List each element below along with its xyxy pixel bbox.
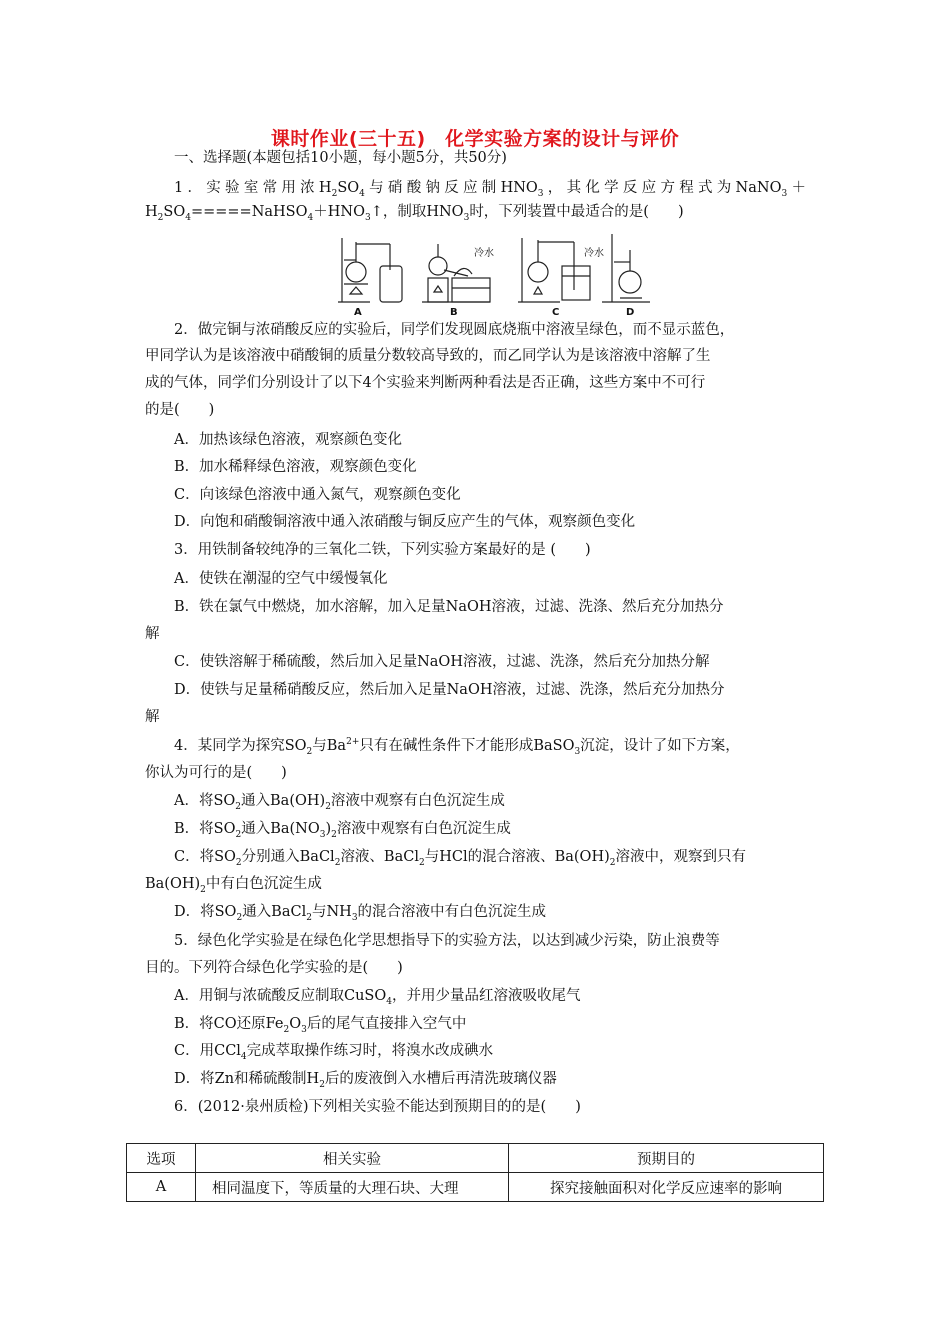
apparatus-figure [330, 232, 660, 318]
question-3-option-d-line-2: 解 [145, 709, 160, 725]
cell-purpose: 探究接触面积对化学反应速率的影响 [509, 1173, 824, 1202]
question-4-option-a: A．将$SO_2$通入$Ba(OH)_2$溶液中观察有白色沉淀生成 [174, 793, 505, 812]
question-5-option-b: B．将CO还原$Fe_2O_3$后的尾气直接排入空气中 [174, 1016, 467, 1035]
question-4-option-c-line-2: $Ba(OH)_2$中有白色沉淀生成 [145, 876, 322, 895]
cell-experiment: 相同温度下，等质量的大理石块、大理 [196, 1173, 509, 1202]
question-5-option-c: C．用CCl$_4$完成萃取操作练习时，将溴水改成碘水 [174, 1043, 494, 1062]
cold-water-label-b: 冷水 [474, 248, 494, 259]
question-2-option-b: B．加水稀释绿色溶液，观察颜色变化 [174, 459, 417, 475]
question-4-option-c-line-1: C．将$SO_2$分别通入BaCl$_2$溶液、BaCl$_2$与HCl的混合溶液、$Ba(OH)_2$溶液中，观察到只有 [174, 849, 746, 868]
question-6-table [126, 1143, 824, 1202]
question-6-stem: 6．(2012·泉州质检)下列相关实验不能达到预期目的的是( ) [174, 1099, 581, 1115]
question-1-line-1: 1．实验室常用浓$H_2SO_4$与硝酸钠反应制$HNO_3$，其化学反应方程式为NaNO$_3$＋ [174, 180, 806, 199]
question-5-option-d: D．将Zn和稀硫酸制$H_2$后的废液倒入水槽后再清洗玻璃仪器 [174, 1071, 557, 1090]
question-2-line-3: 成的气体，同学们分别设计了以下4个实验来判断两种看法是否正确，这些方案中不可行 [145, 375, 706, 391]
question-2-line-2: 甲同学认为是该溶液中硝酸铜的质量分数较高导致的，而乙同学认为是该溶液中溶解了生 [145, 348, 711, 364]
question-3-option-b-line-1: B．铁在氯气中燃烧，加水溶解，加入足量NaOH溶液，过滤、洗涤、然后充分加热分 [174, 599, 724, 615]
question-2-option-c: C．向该绿色溶液中通入氮气，观察颜色变化 [174, 487, 461, 503]
apparatus-diagram [330, 232, 660, 318]
cell-option: A [127, 1173, 196, 1202]
question-4-stem-line-2: 你认为可行的是( ) [145, 765, 287, 781]
question-3-option-c: C．使铁溶解于稀硫酸，然后加入足量NaOH溶液，过滤、洗涤，然后充分加热分解 [174, 654, 710, 670]
cold-water-label-c: 冷水 [584, 248, 604, 259]
label-a: A [354, 307, 362, 318]
table-header-row [127, 1144, 824, 1173]
question-3-stem: 3．用铁制备较纯净的三氧化二铁，下列实验方案最好的是 ( ) [174, 542, 591, 558]
question-3-option-d-line-1: D．使铁与足量稀硝酸反应，然后加入足量NaOH溶液，过滤、洗涤，然后充分加热分 [174, 682, 725, 698]
apparatus-c [518, 238, 590, 302]
label-b: B [450, 307, 458, 318]
question-5-option-a: A．用铜与浓硫酸反应制取CuSO$_4$，并用少量品红溶液吸收尾气 [174, 988, 581, 1007]
question-3-option-b-line-2: 解 [145, 626, 160, 642]
header-experiment: 相关实验 [196, 1144, 509, 1173]
section-heading: 一、选择题(本题包括10小题，每小题5分，共50分) [174, 150, 507, 166]
question-4-option-d: D．将$SO_2$通入BaCl$_2$与$NH_3$的混合溶液中有白色沉淀生成 [174, 904, 547, 923]
apparatus-d [602, 234, 650, 302]
label-d: D [626, 307, 635, 318]
apparatus-a [338, 238, 402, 302]
label-c: C [552, 307, 560, 318]
question-2-line-4: 的是( ) [145, 402, 215, 418]
question-4-stem-line-1: 4．某同学为探究$SO_2$与$Ba^{2+}$只有在碱性条件下才能形成BaSO$_3$沉淀，设计了如下方案， [174, 737, 740, 757]
question-5-stem-line-1: 5．绿色化学实验是在绿色化学思想指导下的实验方法，以达到减少污染，防止浪费等 [174, 933, 720, 949]
question-3-option-a: A．使铁在潮湿的空气中缓慢氧化 [174, 571, 388, 587]
question-2-line-1: 2．做完铜与浓硝酸反应的实验后，同学们发现圆底烧瓶中溶液呈绿色，而不显示蓝色， [174, 322, 735, 338]
question-2-option-a: A．加热该绿色溶液，观察颜色变化 [174, 432, 402, 448]
page-title: 课时作业(三十五) 化学实验方案的设计与评价 [270, 128, 680, 150]
header-option: 选项 [127, 1144, 196, 1173]
question-1-line-2: $H_2SO_4=====NaHSO_4+HNO_3↑$，制取$HNO_3$时，下列装置中最适合的是( ) [145, 204, 684, 223]
table-row [127, 1173, 824, 1202]
question-4-option-b: B．将$SO_2$通入$Ba(NO_3)_2$溶液中观察有白色沉淀生成 [174, 821, 511, 840]
question-2-option-d: D．向饱和硝酸铜溶液中通入浓硝酸与铜反应产生的气体，观察颜色变化 [174, 514, 636, 530]
header-purpose: 预期目的 [509, 1144, 824, 1173]
question-5-stem-line-2: 目的。下列符合绿色化学实验的是( ) [145, 960, 403, 976]
